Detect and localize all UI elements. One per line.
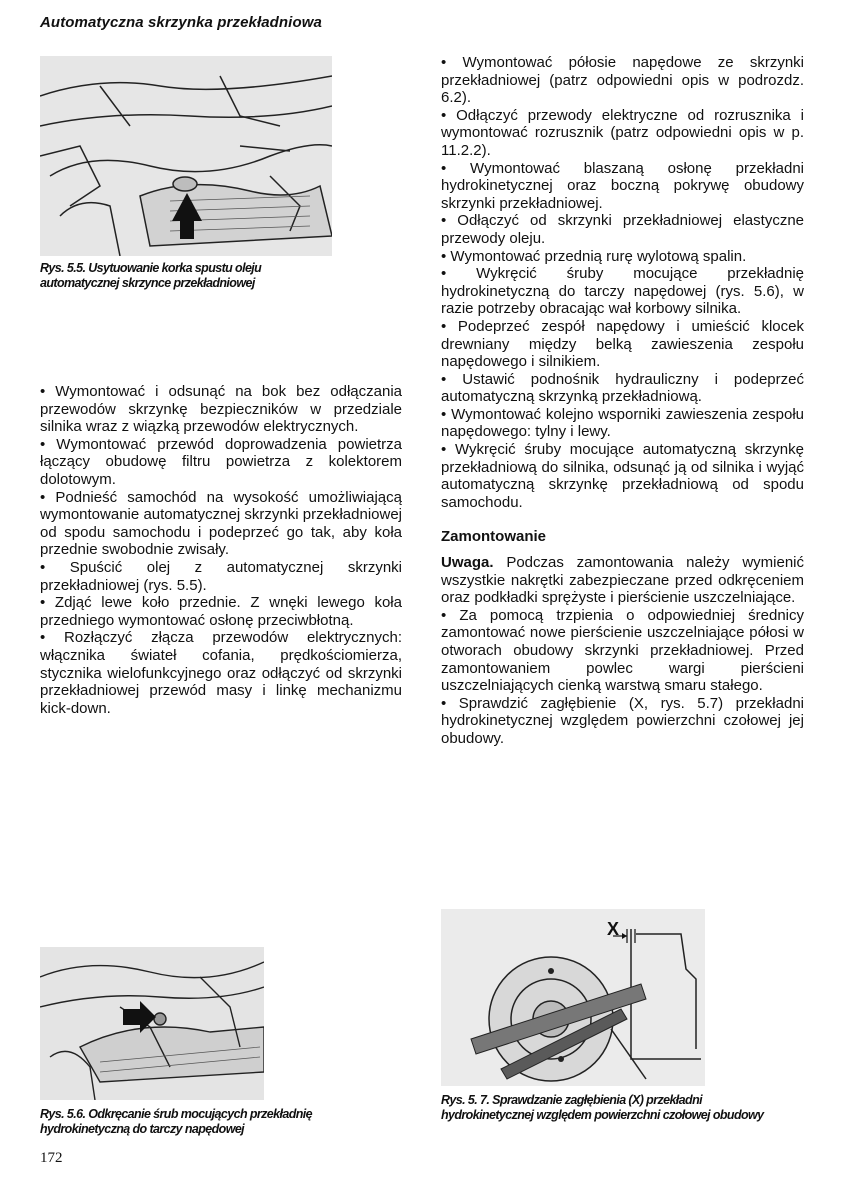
paragraph: • Podeprzeć zespół napędowy i umieścić klocek drewniany między belką zawieszenia zespołu napędowego i silnikiem.	[441, 317, 804, 371]
paragraph: • Ustawić podnośnik hydrauliczny i podeprzeć automatyczną skrzynką przekładniową.	[441, 370, 804, 406]
paragraph: • Odłączyć przewody elektryczne od rozrusznika i wymontować rozrusznik (patrz odpowiedni opis w p. 11.2.2).	[441, 106, 804, 159]
paragraph: • Wykręcić śruby mocujące przekładnię hydrokinetyczną do tarczy napędowej (rys. 5.6), w razie potrzeby obracając wał korbowy silnika.	[441, 265, 804, 318]
figure-5-5-image	[40, 56, 332, 256]
section-heading: Zamontowanie	[441, 528, 547, 546]
figure-caption-text: Sprawdzanie zagłębienia (X) przekładni hydrokinetycznej względem powierzchni czołowej obudowy	[441, 1093, 764, 1122]
paragraph: • Sprawdzić zagłębienie (X, rys. 5.7) przekładni hydrokinetycznej względem powierzchni czołowej jej obudowy.	[441, 694, 804, 747]
paragraph: • Wymontować półosie napędowe ze skrzynki przekładniowej (patrz odpowiedni opis w podrozdz. 6.2).	[441, 54, 804, 107]
left-column	[40, 383, 402, 717]
x-marker-label: X	[607, 919, 620, 939]
paragraph: • Wymontować i odsunąć na bok bez odłączania przewodów skrzynkę bezpieczników w przedziale silnika wraz z wiązką przewodów elektrycznych.	[40, 383, 402, 436]
page-header: Automatyczna skrzynka przekładniowa	[40, 14, 322, 31]
figure-5-6-caption	[40, 1107, 380, 1137]
figure-5-6-image	[40, 947, 264, 1100]
figure-label: Rys. 5. 7.	[441, 1093, 490, 1107]
paragraph: • Spuścić olej z automatycznej skrzynki przekładniowej (rys. 5.5).	[40, 558, 402, 594]
note-paragraph	[441, 554, 804, 607]
figure-5-7-caption	[441, 1093, 781, 1123]
paragraph: • Rozłączyć złącza przewodów elektrycznych: włącznika świateł cofania, prędkościomierza, stycznika wielofunkcyjnego oraz odłączyć od skrzynki przekładniowej przewód masy i linkę mechanizmu kick-down.	[40, 629, 402, 717]
note-text: Podczas zamontowania należy wymienić wszystkie nakrętki zabezpieczane przed odkręceniem oraz podkładki sprężyste i pierścienie uszczelniające.	[441, 554, 804, 607]
note-label: Uwaga.	[441, 554, 494, 572]
right-column	[441, 54, 804, 748]
paragraph: • Wymontować blaszaną osłonę przekładni hydrokinetycznej oraz boczną pokrywę obudowy skrzynki przekładniowej.	[441, 159, 804, 212]
figure-caption-text: Usytuowanie korka spustu oleju automatycznej skrzynce przekładniowej	[40, 261, 262, 290]
paragraph: • Odłączyć od skrzynki przekładniowej elastyczne przewody oleju.	[441, 212, 804, 247]
paragraph: • Za pomocą trzpienia o odpowiedniej średnicy zamontować nowe pierścienie uszczelniające półosi w otworach obudowy skrzynki przekładniowej. Przed zamontowaniem powlec wargi pierścieni uszczelniających cienką warstwą smaru stałego.	[441, 606, 804, 695]
paragraph: • Podnieść samochód na wysokość umożliwiającą wymontowanie automatycznej skrzynki przekładniowej od spodu samochodu i podeprzeć go tak, aby koła przednie swobodnie zwisały.	[40, 488, 402, 559]
figure-caption-text: Odkręcanie śrub mocujących przekładnię hydrokinetyczną do tarczy napędowej	[40, 1107, 313, 1136]
page-number: 172	[40, 1150, 63, 1166]
figure-label: Rys. 5.6.	[40, 1107, 86, 1121]
paragraph: • Wymontować przewód doprowadzenia powietrza łączący obudowę filtru powietrza z kolektorem dolotowym.	[40, 435, 402, 488]
figure-label: Rys. 5.5.	[40, 261, 86, 275]
paragraph: • Wykręcić śruby mocujące automatyczną skrzynkę przekładniową do silnika, odsunąć ją od silnika i wyjąć automatyczną skrzynkę przekładniową od spodu samochodu.	[441, 441, 804, 511]
figure-5-5-caption	[40, 261, 340, 291]
paragraph: • Wymontować przednią rurę wylotową spalin.	[441, 247, 747, 265]
figure-5-7-image	[441, 909, 705, 1086]
paragraph: • Zdjąć lewe koło przednie. Z wnęki lewego koła przedniego wymontować osłonę przeciwbłotną.	[40, 594, 402, 629]
paragraph: • Wymontować kolejno wsporniki zawieszenia zespołu napędowego: tylny i lewy.	[441, 405, 804, 441]
